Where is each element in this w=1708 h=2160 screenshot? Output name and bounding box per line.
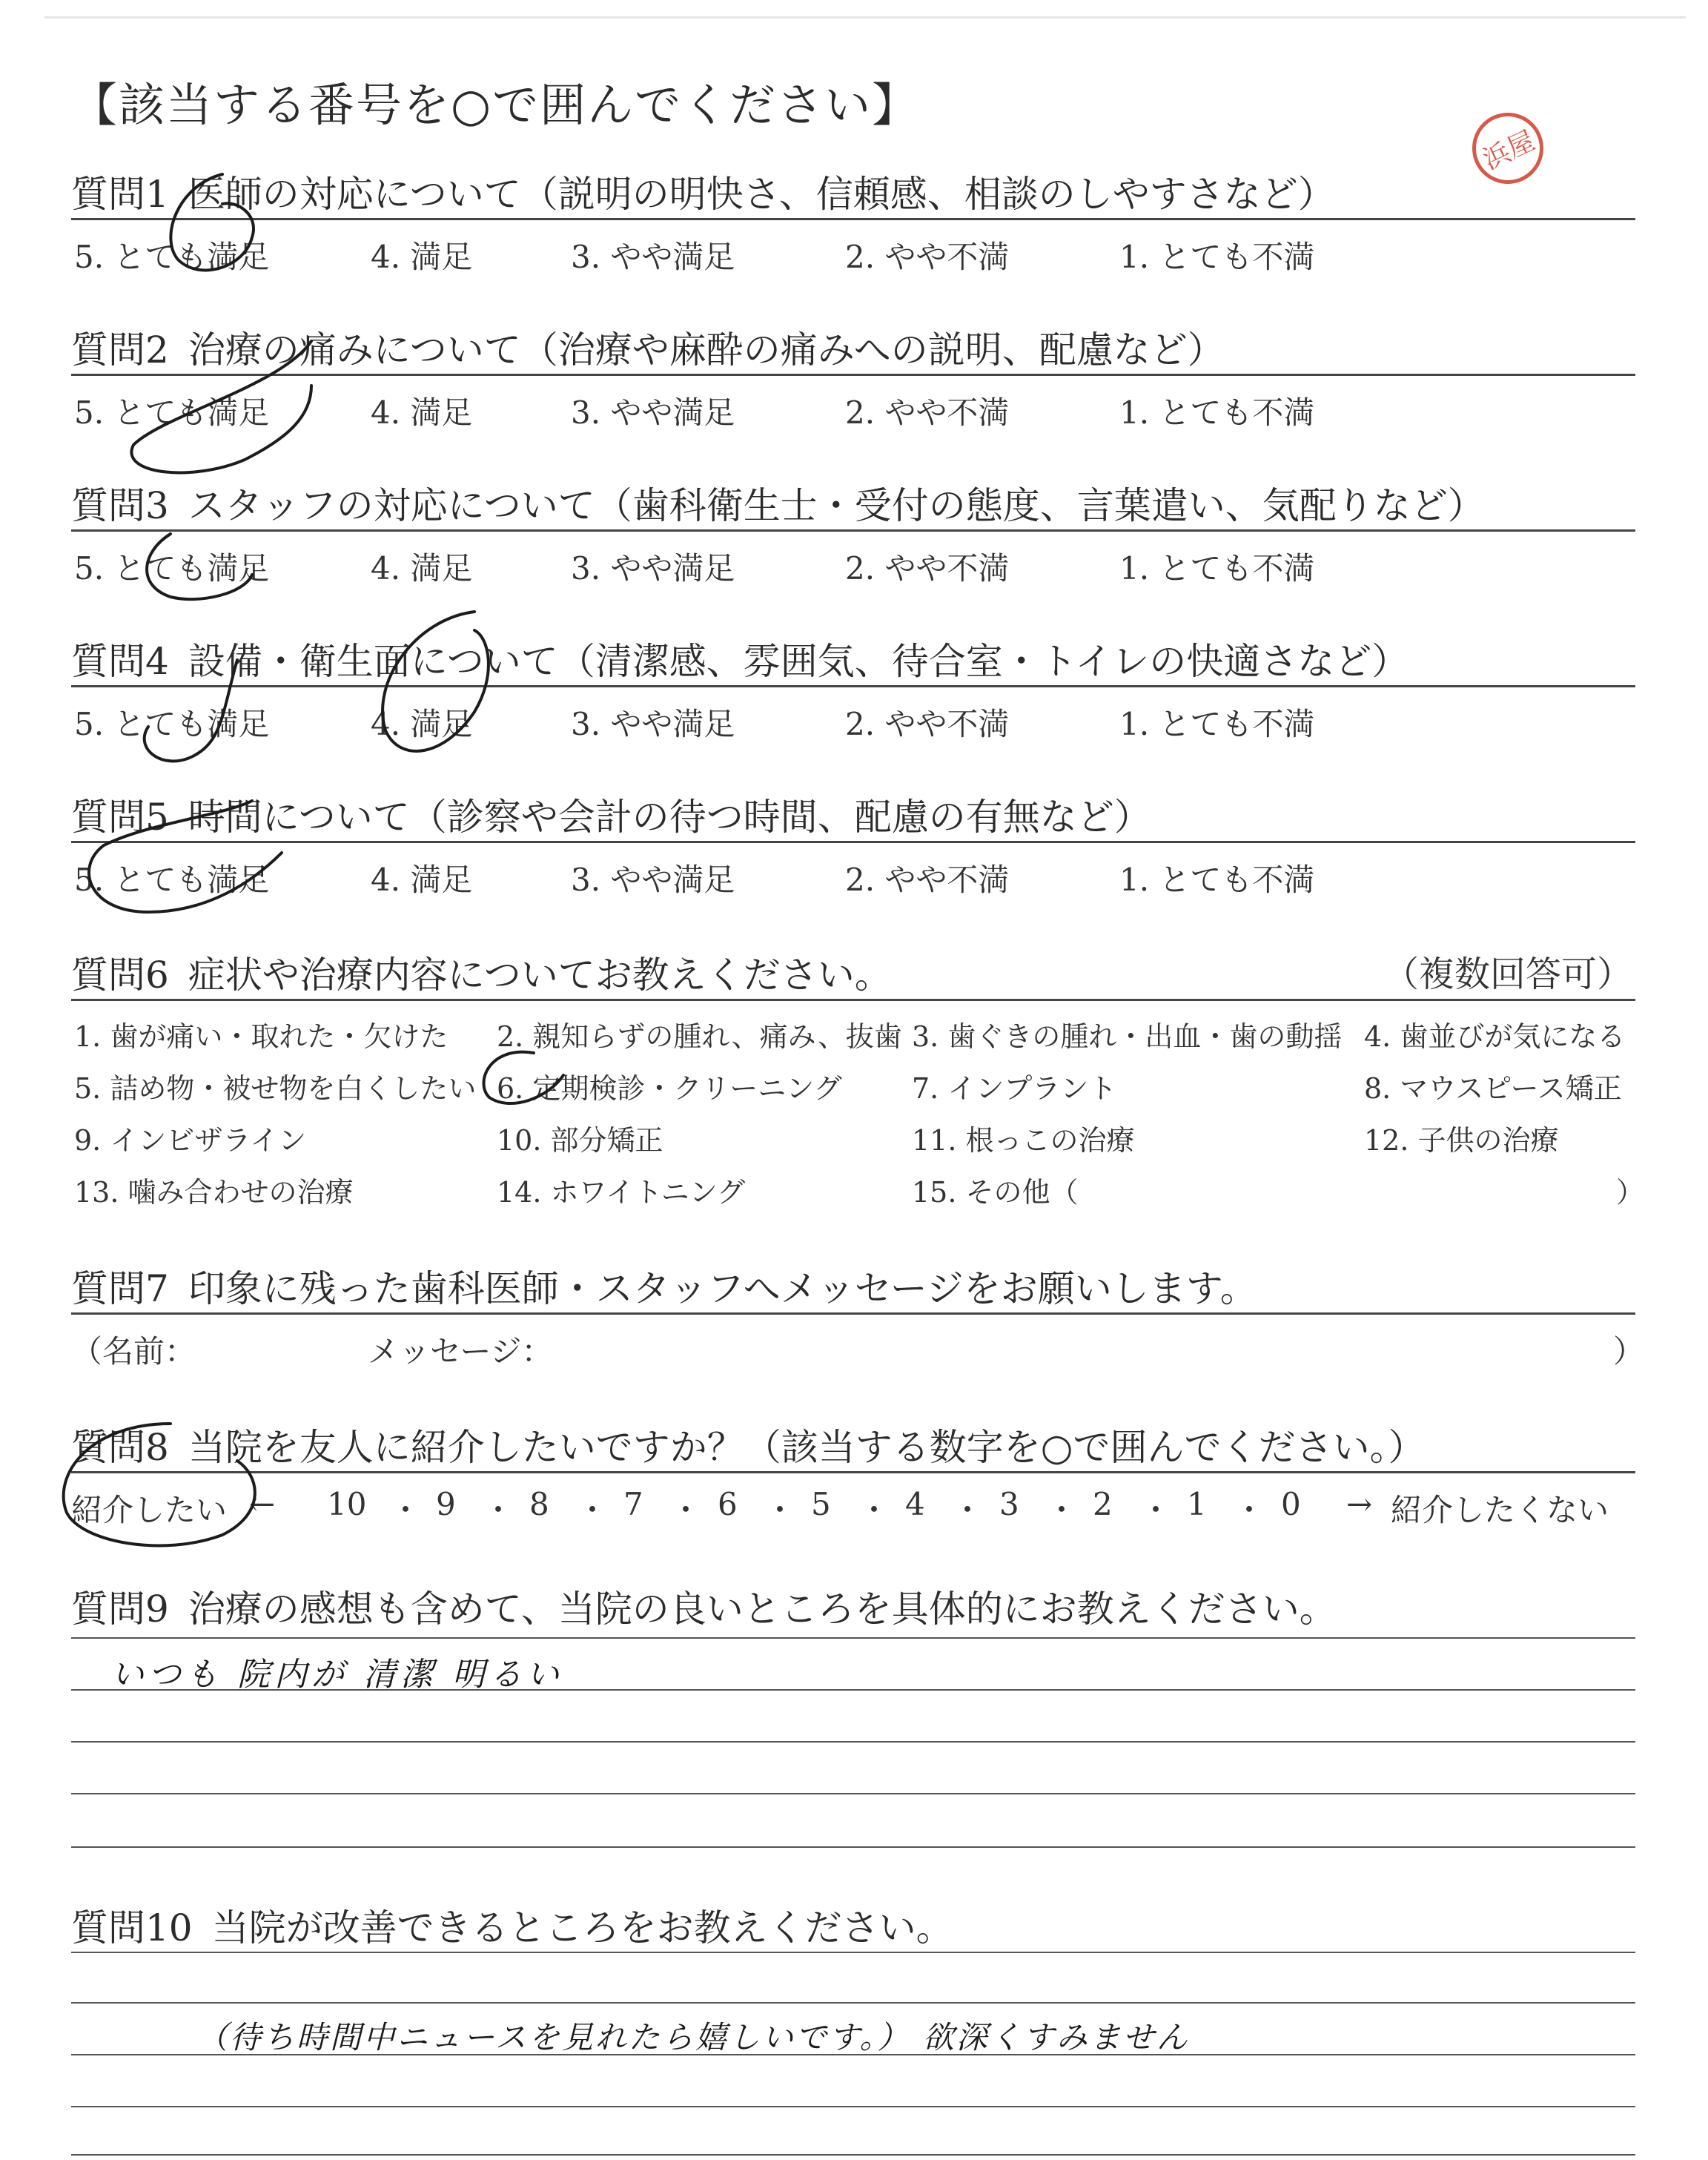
question-7-title: 質問7 印象に残った歯科医師・スタッフへメッセージをお願いします。	[71, 1267, 1257, 1310]
scale-9[interactable]: 9	[436, 1486, 456, 1522]
option-4[interactable]: 4. 満足	[371, 239, 473, 275]
question-rule	[71, 374, 1635, 376]
scale-0[interactable]: 0	[1281, 1486, 1301, 1522]
option-1[interactable]: 1. とても不満	[1119, 706, 1315, 742]
page-header: 【該当する番号を○で囲んでください】	[71, 78, 920, 132]
question-rule	[71, 529, 1635, 532]
option-4[interactable]: 4. 満足	[371, 394, 473, 431]
scale-5[interactable]: 5	[811, 1486, 831, 1522]
question-rule	[71, 685, 1635, 687]
scale-dot: ・	[483, 1492, 514, 1528]
question-rule	[71, 1471, 1635, 1473]
multiple-answers-note: （複数回答可）	[1383, 954, 1632, 995]
question-rule	[71, 999, 1635, 1001]
answer-line	[71, 1741, 1635, 1743]
question-rule	[71, 1312, 1635, 1315]
option-4[interactable]: 4. 満足	[371, 550, 473, 587]
treatment-option[interactable]: 2. 親知らずの腫れ、痛み、抜歯	[497, 1020, 902, 1053]
question-9	[71, 1579, 1635, 1633]
scale-4[interactable]: 4	[905, 1486, 925, 1522]
option-3[interactable]: 3. やや満足	[571, 706, 735, 742]
question-8-title: 質問8 当院を友人に紹介したいですか？（該当する数字を○で囲んでください。）	[71, 1426, 1426, 1469]
answer-line	[71, 1793, 1635, 1794]
question-2-title: 質問2 治療の痛みについて（治療や麻酔の痛みへの説明、配慮など）	[71, 328, 1225, 371]
answer-line	[71, 1637, 1635, 1639]
treatment-option[interactable]: 6. 定期検診・クリーニング	[497, 1072, 842, 1105]
scale-dot: ・	[670, 1492, 702, 1528]
question-rule	[71, 218, 1635, 220]
answer-line	[71, 2154, 1635, 2156]
question-9-title: 質問9 治療の感想も含めて、当院の良いところを具体的にお教えください。	[71, 1588, 1337, 1631]
option-4[interactable]: 4. 満足	[371, 862, 473, 898]
scale-8[interactable]: 8	[529, 1486, 549, 1522]
question-3	[71, 476, 1635, 587]
question-rule	[71, 841, 1635, 843]
seal-stamp: 浜屋	[1460, 101, 1555, 196]
treatment-option[interactable]: 11. 根っこの治療	[912, 1124, 1135, 1157]
option-3[interactable]: 3. やや満足	[571, 550, 735, 587]
option-2[interactable]: 2. やや不満	[845, 550, 1010, 587]
scale-10[interactable]: 10	[327, 1486, 367, 1522]
treatment-option[interactable]: 9. インビザライン	[74, 1124, 307, 1157]
answer-line	[71, 2106, 1635, 2107]
option-5[interactable]: 5. とても満足	[74, 862, 270, 898]
option-3[interactable]: 3. やや満足	[571, 239, 735, 275]
top-border	[44, 16, 1686, 19]
recommend-no-label[interactable]: 紹介したくない	[1391, 1492, 1609, 1528]
question-4-title: 質問4 設備・衛生面について（清潔感、雰囲気、待合室・トイレの快適さなど）	[71, 640, 1409, 683]
option-1[interactable]: 1. とても不満	[1119, 862, 1315, 898]
question-1-title: 質問1 医師の対応について（説明の明快さ、信頼感、相談のしやすさなど）	[71, 173, 1335, 216]
scale-dot: ・	[1234, 1492, 1265, 1528]
option-5[interactable]: 5. とても満足	[74, 239, 270, 275]
treatment-option[interactable]: 3. 歯ぐきの腫れ・出血・歯の動揺	[912, 1020, 1343, 1053]
option-5[interactable]: 5. とても満足	[74, 550, 270, 587]
scale-dot: ・	[577, 1492, 609, 1528]
scale-7[interactable]: 7	[623, 1486, 643, 1522]
arrow-right: →	[1346, 1486, 1373, 1522]
message-label: メッセージ：	[368, 1333, 553, 1370]
q10-handwritten-answer: （待ち時間中ニュースを見れたら嬉しいです。） 欲深くすみません	[196, 2019, 1190, 2055]
question-7	[71, 1259, 1645, 1370]
option-3[interactable]: 3. やや満足	[571, 862, 735, 898]
scale-dot: ・	[952, 1492, 984, 1528]
option-2[interactable]: 2. やや不満	[845, 239, 1010, 275]
option-1[interactable]: 1. とても不満	[1119, 239, 1315, 275]
scale-dot: ・	[764, 1492, 796, 1528]
scale-dot: ・	[1140, 1492, 1172, 1528]
option-2[interactable]: 2. やや不満	[845, 862, 1010, 898]
treatment-option[interactable]: 8. マウスピース矯正	[1364, 1072, 1622, 1105]
question-4	[71, 632, 1635, 742]
treatment-option[interactable]: 12. 子供の治療	[1364, 1124, 1559, 1157]
question-3-title: 質問3 スタッフの対応について（歯科衛生士・受付の態度、言葉遣い、気配りなど）	[71, 484, 1485, 527]
scale-2[interactable]: 2	[1093, 1486, 1113, 1522]
recommend-yes-label[interactable]: 紹介したい	[71, 1492, 228, 1528]
option-1[interactable]: 1. とても不満	[1119, 394, 1315, 431]
message-close: ）	[1613, 1333, 1645, 1370]
question-1	[71, 165, 1635, 275]
treatment-option[interactable]: 4. 歯並びが気になる	[1364, 1020, 1626, 1053]
question-10	[71, 1898, 1635, 1952]
question-6-title: 質問6 症状や治療内容についてお教えください。	[71, 954, 892, 997]
treatment-option[interactable]: 14. ホワイトニング	[497, 1176, 746, 1209]
answer-line	[71, 1952, 1635, 1953]
question-10-title: 質問10 当院が改善できるところをお教えください。	[71, 1906, 953, 1949]
scale-1[interactable]: 1	[1187, 1486, 1207, 1522]
option-1[interactable]: 1. とても不満	[1119, 550, 1315, 587]
treatment-option[interactable]: 1. 歯が痛い・取れた・欠けた	[74, 1020, 448, 1053]
scale-dot: ・	[1046, 1492, 1078, 1528]
option-3[interactable]: 3. やや満足	[571, 394, 735, 431]
option-5[interactable]: 5. とても満足	[74, 394, 270, 431]
scale-3[interactable]: 3	[999, 1486, 1019, 1522]
question-6	[71, 945, 1645, 1209]
answer-line	[71, 1846, 1635, 1848]
option-4[interactable]: 4. 満足	[371, 706, 473, 742]
option-2[interactable]: 2. やや不満	[845, 394, 1010, 431]
name-label: （名前：	[71, 1333, 196, 1370]
treatment-option[interactable]: 13. 噛み合わせの治療	[74, 1176, 354, 1209]
treatment-option[interactable]: 7. インプラント	[912, 1072, 1117, 1105]
arrow-left: ←	[249, 1486, 276, 1522]
option-5[interactable]: 5. とても満足	[74, 706, 270, 742]
question-5	[71, 787, 1635, 898]
scale-dot: ・	[858, 1492, 890, 1528]
treatment-option[interactable]: 15. その他（	[912, 1176, 1079, 1209]
treatment-option[interactable]: 5. 詰め物・被せ物を白くしたい	[74, 1072, 477, 1105]
answer-line	[71, 2002, 1635, 2004]
scale-dot: ・	[390, 1492, 422, 1528]
scale-6[interactable]: 6	[718, 1486, 738, 1522]
question-5-title: 質問5 時間について（診察や会計の待つ時間、配慮の有無など）	[71, 796, 1151, 839]
question-8	[71, 1418, 1635, 1528]
treatment-option-close: ）	[1616, 1176, 1645, 1209]
option-2[interactable]: 2. やや不満	[845, 706, 1010, 742]
treatment-option[interactable]: 10. 部分矯正	[497, 1124, 663, 1157]
question-2	[71, 320, 1635, 431]
q9-handwritten-answer: いつも 院内が 清潔 明るい	[111, 1656, 563, 1694]
